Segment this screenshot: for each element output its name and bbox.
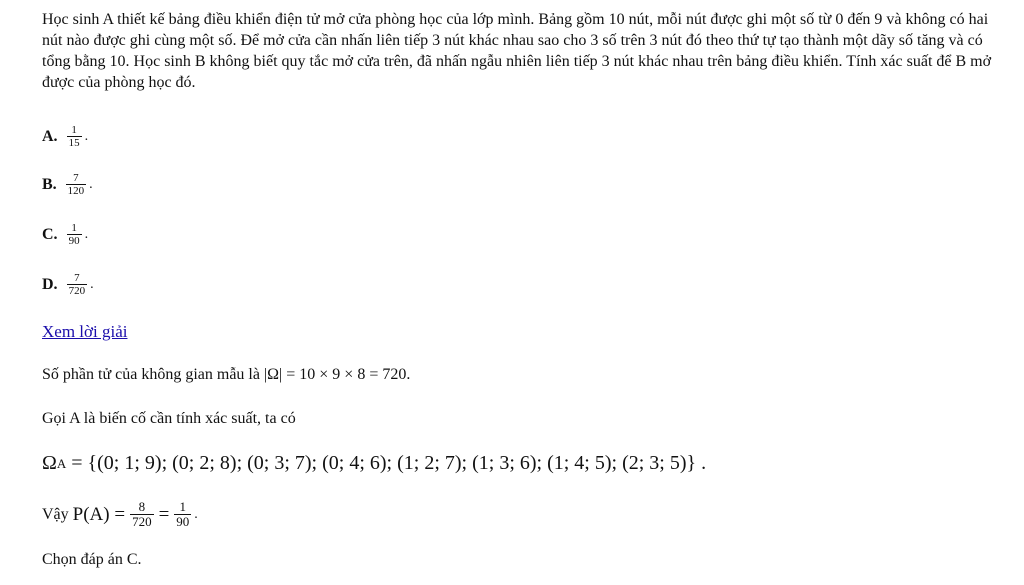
solution-sample-space: Số phần tử của không gian mẫu là |Ω| = 10 × 9 × 8 = 720. (42, 366, 411, 383)
option-d-denominator: 720 (68, 285, 86, 297)
option-d[interactable]: D. $\frac{7}{720}$ . (42, 272, 94, 297)
option-a-denominator: 15 (68, 137, 80, 149)
option-c[interactable]: C. $\frac{1}{90}$ . (42, 222, 89, 247)
omega-set-text: = {(0; 1; 9); (0; 2; 8); (0; 3; 7); (0; 4; 6); (1; 2; 7); (1; 3; 6); (1; 4; 5); (2; 3; 5)} . (66, 452, 707, 474)
solution-omega-set (42, 452, 706, 475)
view-solution-link[interactable]: Xem lời giải (42, 322, 128, 341)
prob-expression: P(A) = (72, 503, 126, 525)
option-a-letter: A. (42, 127, 58, 145)
option-c-denominator: 90 (68, 235, 80, 247)
question-text: Học sinh A thiết kế bảng điều khiển điện tử mở cửa phòng học của lớp mình. Bảng gồm 10 nút, mỗi nút được ghi một số từ 0 đến 9 và không có hai nút nào được ghi cùng một số. Để mở cửa cần nhấn liên tiếp 3 nút khác nhau sao cho 3 số trên 3 nút đó theo thứ tự tạo thành một dãy số tăng và có tổng bằng 10. Học sinh B không biết quy tắc mở cửa trên, đã nhấn ngẫu nhiên liên tiếp 3 nút khác nhau trên bảng điều khiển. Tính xác suất để B mở được của phòng học đó. (42, 11, 992, 91)
option-b-letter: B. (42, 175, 57, 193)
prob-fraction-1 (130, 500, 154, 529)
prob-fraction-1-denominator: 720 (132, 514, 152, 529)
prob-prefix: Vậy (42, 505, 69, 523)
option-b-numerator: 7 (73, 172, 79, 184)
option-a-fraction (67, 124, 82, 149)
option-b[interactable]: B. $\frac{7}{120}$ . (42, 172, 93, 197)
prob-fraction-2-denominator: 90 (176, 514, 190, 529)
solution-event-intro: Gọi A là biến cố cần tính xác suất, ta có (42, 410, 296, 427)
option-c-fraction (67, 222, 82, 247)
option-b-denominator: 120 (67, 185, 85, 197)
option-d-numerator: 7 (74, 272, 80, 284)
option-c-letter: C. (42, 225, 58, 243)
prob-equals: = (158, 503, 170, 525)
option-d-fraction (67, 272, 88, 297)
prob-fraction-2-numerator: 1 (179, 499, 187, 514)
option-d-letter: D. (42, 275, 58, 293)
option-b-fraction (66, 172, 87, 197)
omega-subscript: A (56, 455, 67, 471)
prob-fraction-1-numerator: 8 (138, 499, 146, 514)
option-c-numerator: 1 (71, 222, 77, 234)
omega-symbol: Ω (42, 452, 57, 474)
option-a-numerator: 1 (71, 124, 77, 136)
solution-answer: Chọn đáp án C. (42, 551, 142, 568)
solution-probability: Vậy P(A) = $\frac{8}{720}$ = $\frac{1}{90}$ . (42, 499, 198, 529)
option-a[interactable]: A. $\frac{1}{15}$ . (42, 124, 89, 149)
prob-fraction-2 (174, 500, 191, 529)
